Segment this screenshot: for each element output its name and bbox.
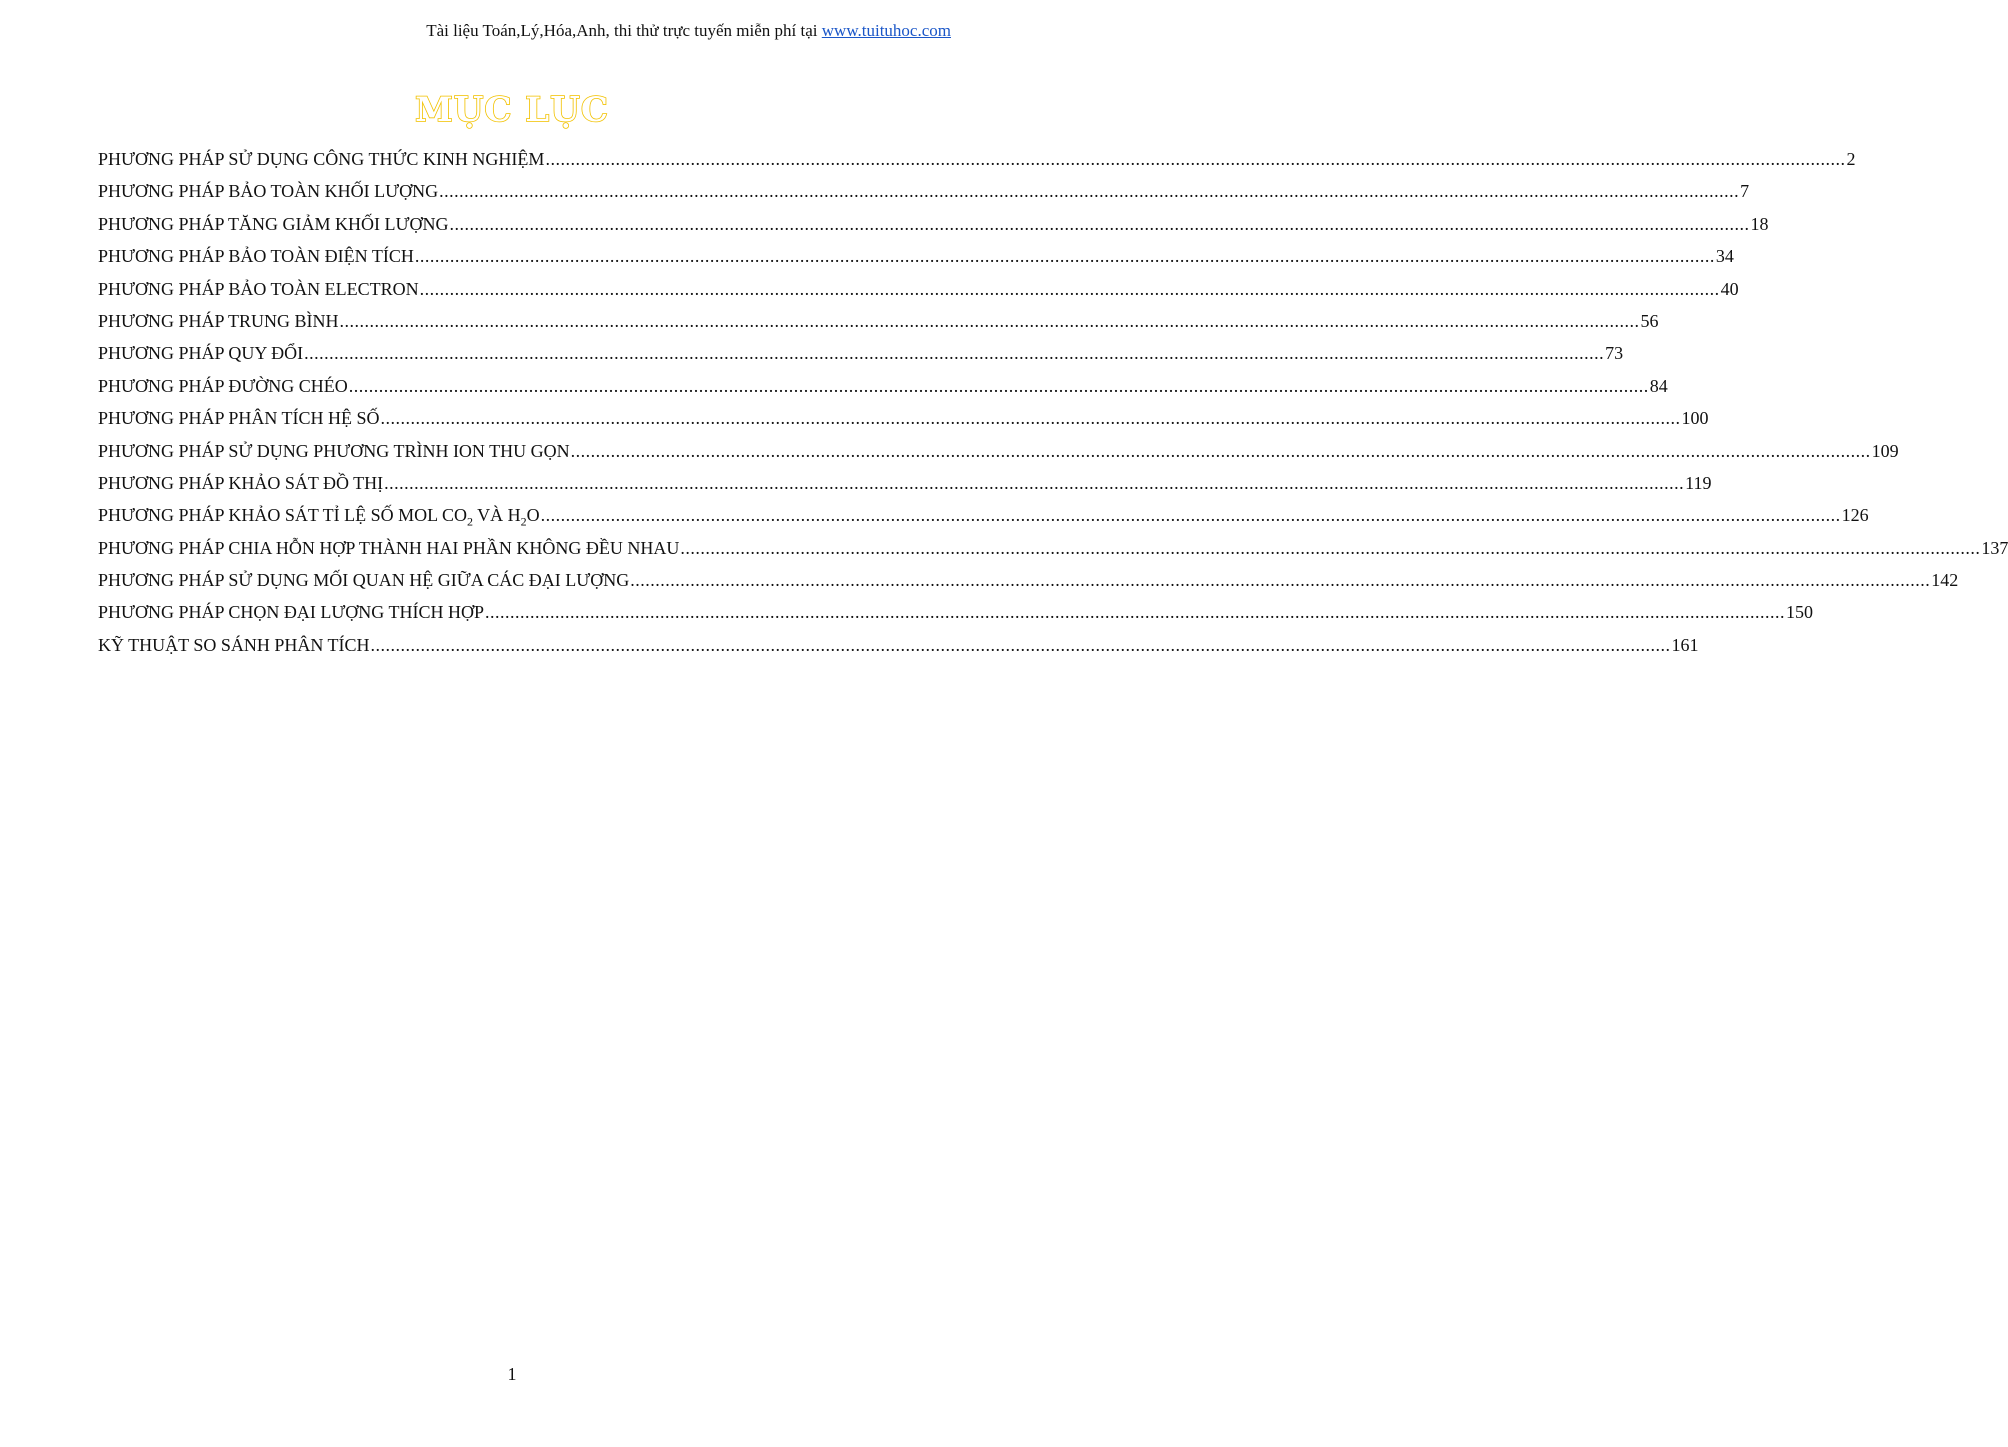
subscript-2: 2 (467, 514, 473, 529)
toc-entry-page: 150 (1785, 602, 1813, 623)
toc-entry-page: 18 (1750, 213, 1769, 234)
toc-entry-page: 161 (1671, 634, 1699, 655)
toc-dot-leader: .................................................................................................................................................................................................................................................................... (419, 278, 1720, 299)
toc-entry-title: PHƯƠNG PHÁP BẢO TOÀN ĐIỆN TÍCH (98, 246, 414, 267)
toc-entry[interactable] (98, 502, 1869, 534)
toc-entry[interactable] (98, 308, 1659, 340)
header-text: Tài liệu Toán,Lý,Hóa,Anh, thi thử trực tuyến miễn phí tại (426, 21, 822, 40)
toc-entry-title: PHƯƠNG PHÁP TĂNG GIẢM KHỐI LƯỢNG (98, 213, 449, 234)
page-title: MỤC LỤC (415, 90, 609, 130)
toc-entry-title: PHƯƠNG PHÁP KHẢO SÁT ĐỒ THỊ (98, 472, 384, 493)
toc-entry-title: PHƯƠNG PHÁP BẢO TOÀN ELECTRON (98, 278, 419, 299)
toc-entry-page: 137 (1981, 537, 2008, 558)
toc-entry[interactable] (98, 146, 1856, 178)
toc-entry-title (98, 502, 541, 528)
toc-title-text: O (526, 505, 540, 526)
toc-entry[interactable] (98, 567, 1959, 599)
toc-entry-page: 84 (1649, 375, 1668, 396)
page-header (426, 20, 951, 42)
toc-entry-page: 34 (1715, 246, 1734, 267)
toc-entry-title: PHƯƠNG PHÁP QUY ĐỔI (98, 343, 304, 364)
toc-entry[interactable] (98, 470, 1712, 502)
toc-entry[interactable] (98, 599, 1813, 631)
toc-entry-title: PHƯƠNG PHÁP PHÂN TÍCH HỆ SỐ (98, 408, 380, 429)
toc-entry-page: 100 (1681, 408, 1709, 429)
toc-dot-leader: .................................................................................................................................................................................................................................................................... (439, 181, 1740, 202)
toc-entry[interactable] (98, 211, 1769, 243)
toc-entry-page: 109 (1871, 440, 1899, 461)
toc-dot-leader: .................................................................................................................................................................................................................................................................... (380, 408, 1681, 429)
toc-entry[interactable] (98, 373, 1668, 405)
toc-entry[interactable] (98, 178, 1750, 210)
toc-entry-title: KỸ THUẬT SO SÁNH PHÂN TÍCH (98, 634, 370, 655)
toc-dot-leader: .................................................................................................................................................................................................................................................................... (449, 213, 1750, 234)
toc-entry-title: PHƯƠNG PHÁP CHỌN ĐẠI LƯỢNG THÍCH HỢP (98, 602, 484, 623)
toc-dot-leader: .................................................................................................................................................................................................................................................................... (339, 310, 1640, 331)
toc-dot-leader: .................................................................................................................................................................................................................................................................... (570, 440, 1871, 461)
toc-dot-leader: .................................................................................................................................................................................................................................................................... (370, 634, 1671, 655)
table-of-contents (98, 146, 2008, 664)
toc-entry[interactable] (98, 405, 1709, 437)
toc-entry-page: 126 (1841, 505, 1869, 526)
toc-dot-leader: .................................................................................................................................................................................................................................................................... (384, 472, 1685, 493)
toc-entry-title: PHƯƠNG PHÁP BẢO TOÀN KHỐI LƯỢNG (98, 181, 439, 202)
toc-entry[interactable] (98, 276, 1739, 308)
toc-entry-page: 2 (1846, 149, 1856, 169)
toc-entry-page: 119 (1685, 472, 1712, 493)
toc-entry-title: PHƯƠNG PHÁP TRUNG BÌNH (98, 310, 339, 331)
toc-entry-title: PHƯƠNG PHÁP SỬ DỤNG PHƯƠNG TRÌNH ION THU GỌN (98, 440, 570, 461)
toc-entry-title: PHƯƠNG PHÁP SỬ DỤNG CÔNG THỨC KINH NGHIỆM (98, 149, 545, 169)
toc-dot-leader: .................................................................................................................................................................................................................................................................... (545, 149, 1846, 169)
toc-dot-leader: .................................................................................................................................................................................................................................................................... (304, 343, 1605, 364)
toc-entry[interactable] (98, 340, 1624, 372)
toc-entry-page: 7 (1740, 181, 1750, 202)
toc-dot-leader: .................................................................................................................................................................................................................................................................... (414, 246, 1715, 267)
page-number: 1 (507, 1364, 517, 1384)
toc-entry[interactable] (98, 632, 1699, 664)
toc-entry-title: PHƯƠNG PHÁP CHIA HỖN HỢP THÀNH HAI PHẦN KHÔNG ĐỀU NHAU (98, 537, 680, 558)
toc-entry-title: PHƯƠNG PHÁP SỬ DỤNG MỐI QUAN HỆ GIỮA CÁC ĐẠI LƯỢNG (98, 570, 630, 591)
toc-entry-page: 40 (1720, 278, 1739, 299)
toc-entry-page: 73 (1605, 343, 1624, 364)
subscript-2: 2 (520, 514, 527, 529)
toc-entry-page: 56 (1640, 310, 1659, 331)
toc-title-text: PHƯƠNG PHÁP KHẢO SÁT TỈ LỆ SỐ MOL CO (98, 505, 467, 526)
toc-dot-leader: .................................................................................................................................................................................................................................................................... (540, 505, 1841, 526)
toc-entry-page: 142 (1931, 570, 1959, 591)
toc-dot-leader: .................................................................................................................................................................................................................................................................... (484, 602, 1785, 623)
toc-entry-title: PHƯƠNG PHÁP ĐƯỜNG CHÉO (98, 375, 348, 396)
toc-dot-leader: .................................................................................................................................................................................................................................................................... (680, 537, 1981, 558)
toc-entry[interactable] (98, 438, 1899, 470)
toc-entry[interactable] (98, 535, 2008, 567)
header-website-link[interactable]: www.tuituhoc.com (821, 21, 951, 40)
toc-title-text: VÀ H (473, 505, 521, 526)
toc-dot-leader: .................................................................................................................................................................................................................................................................... (348, 375, 1649, 396)
toc-entry[interactable] (98, 243, 1734, 275)
toc-dot-leader: .................................................................................................................................................................................................................................................................... (630, 570, 1931, 591)
